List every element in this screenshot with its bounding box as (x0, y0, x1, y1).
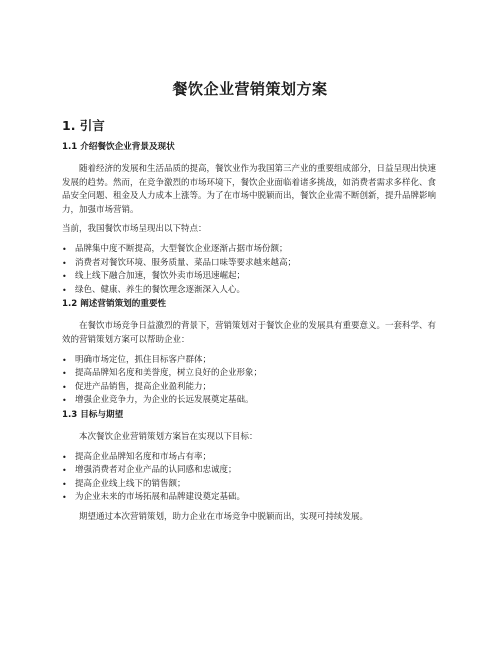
bullet-icon: • (62, 382, 67, 392)
subsection-heading-importance: 1.2 阐述营销策划的重要性 (62, 299, 167, 310)
list-item: • 增强消费者对企业产品的认同感和忠诚度； (62, 464, 438, 478)
bullet-icon: • (62, 285, 67, 295)
list-item: • 明确市场定位，抓住目标客户群体； (62, 354, 438, 368)
document-body (62, 118, 438, 524)
bullet-icon: • (62, 396, 67, 406)
document-title: 餐饮企业营销策划方案 (172, 80, 328, 98)
list-item: • 提高企业线上线下的销售额； (62, 478, 438, 492)
list-item: • 提高企业品牌知名度和市场占有率； (62, 451, 438, 465)
bullet-icon: • (62, 272, 67, 282)
list-item: • 品牌集中度不断提高，大型餐饮企业逐渐占据市场份额； (62, 243, 438, 257)
bullet-icon: • (62, 369, 67, 379)
list-item: • 为企业未来的市场拓展和品牌建设奠定基础。 (62, 491, 438, 505)
bullet-icon: • (62, 244, 67, 254)
section-heading-introduction: 1. 引言 (62, 118, 105, 133)
paragraph-market-features-lead: 当前，我国餐饮市场呈现出以下特点： (62, 224, 207, 235)
list-item: • 促进产品销售，提高企业盈利能力； (62, 381, 438, 395)
list-item: • 增强企业竞争力，为企业的长远发展奠定基础。 (62, 394, 438, 408)
paragraph-importance: 在餐饮市场竞争日益激烈的背景下，营销策划对于餐饮企业的发展具有重要意义。一套科学、有效的营销策划方案可以帮助企业： (62, 321, 437, 345)
bullet-icon: • (62, 355, 67, 365)
bullet-list-market-features (62, 243, 438, 297)
bullet-list-benefits (62, 354, 438, 408)
bullet-list-goals (62, 451, 438, 505)
bullet-icon: • (62, 452, 67, 462)
paragraph-background: 随着经济的发展和生活品质的提高，餐饮业作为我国第三产业的重要组成部分，日益呈现出快速发展的趋势。然而，在竞争激烈的市场环境下，餐饮企业面临着诸多挑战，如消费者需求多样化、食品安全问题、租金及人力成本上涨等。为了在市场中脱颖而出，餐饮企业需不断创新，提升品牌影响力，加强市场营销。 (62, 164, 437, 215)
paragraph-closing: 期望通过本次营销策划，助力企业在市场竞争中脱颖而出，实现可持续发展。 (79, 511, 369, 522)
bullet-icon: • (62, 258, 67, 268)
subsection-heading-background: 1.1 介绍餐饮企业背景及现状 (62, 142, 175, 152)
list-item: • 消费者对餐饮环境、服务质量、菜品口味等要求越来越高； (62, 257, 438, 271)
list-item: • 绿色、健康、养生的餐饮理念逐渐深入人心。 (62, 284, 438, 298)
bullet-icon: • (62, 466, 67, 476)
list-item: • 提高品牌知名度和美誉度，树立良好的企业形象； (62, 367, 438, 381)
bullet-icon: • (62, 493, 67, 503)
subsection-heading-goals: 1.3 目标与期望 (62, 409, 124, 420)
paragraph-goals: 本次餐饮企业营销策划方案旨在实现以下目标： (79, 431, 258, 442)
bullet-icon: • (62, 479, 67, 489)
list-item: • 线上线下融合加速，餐饮外卖市场迅速崛起； (62, 270, 438, 284)
